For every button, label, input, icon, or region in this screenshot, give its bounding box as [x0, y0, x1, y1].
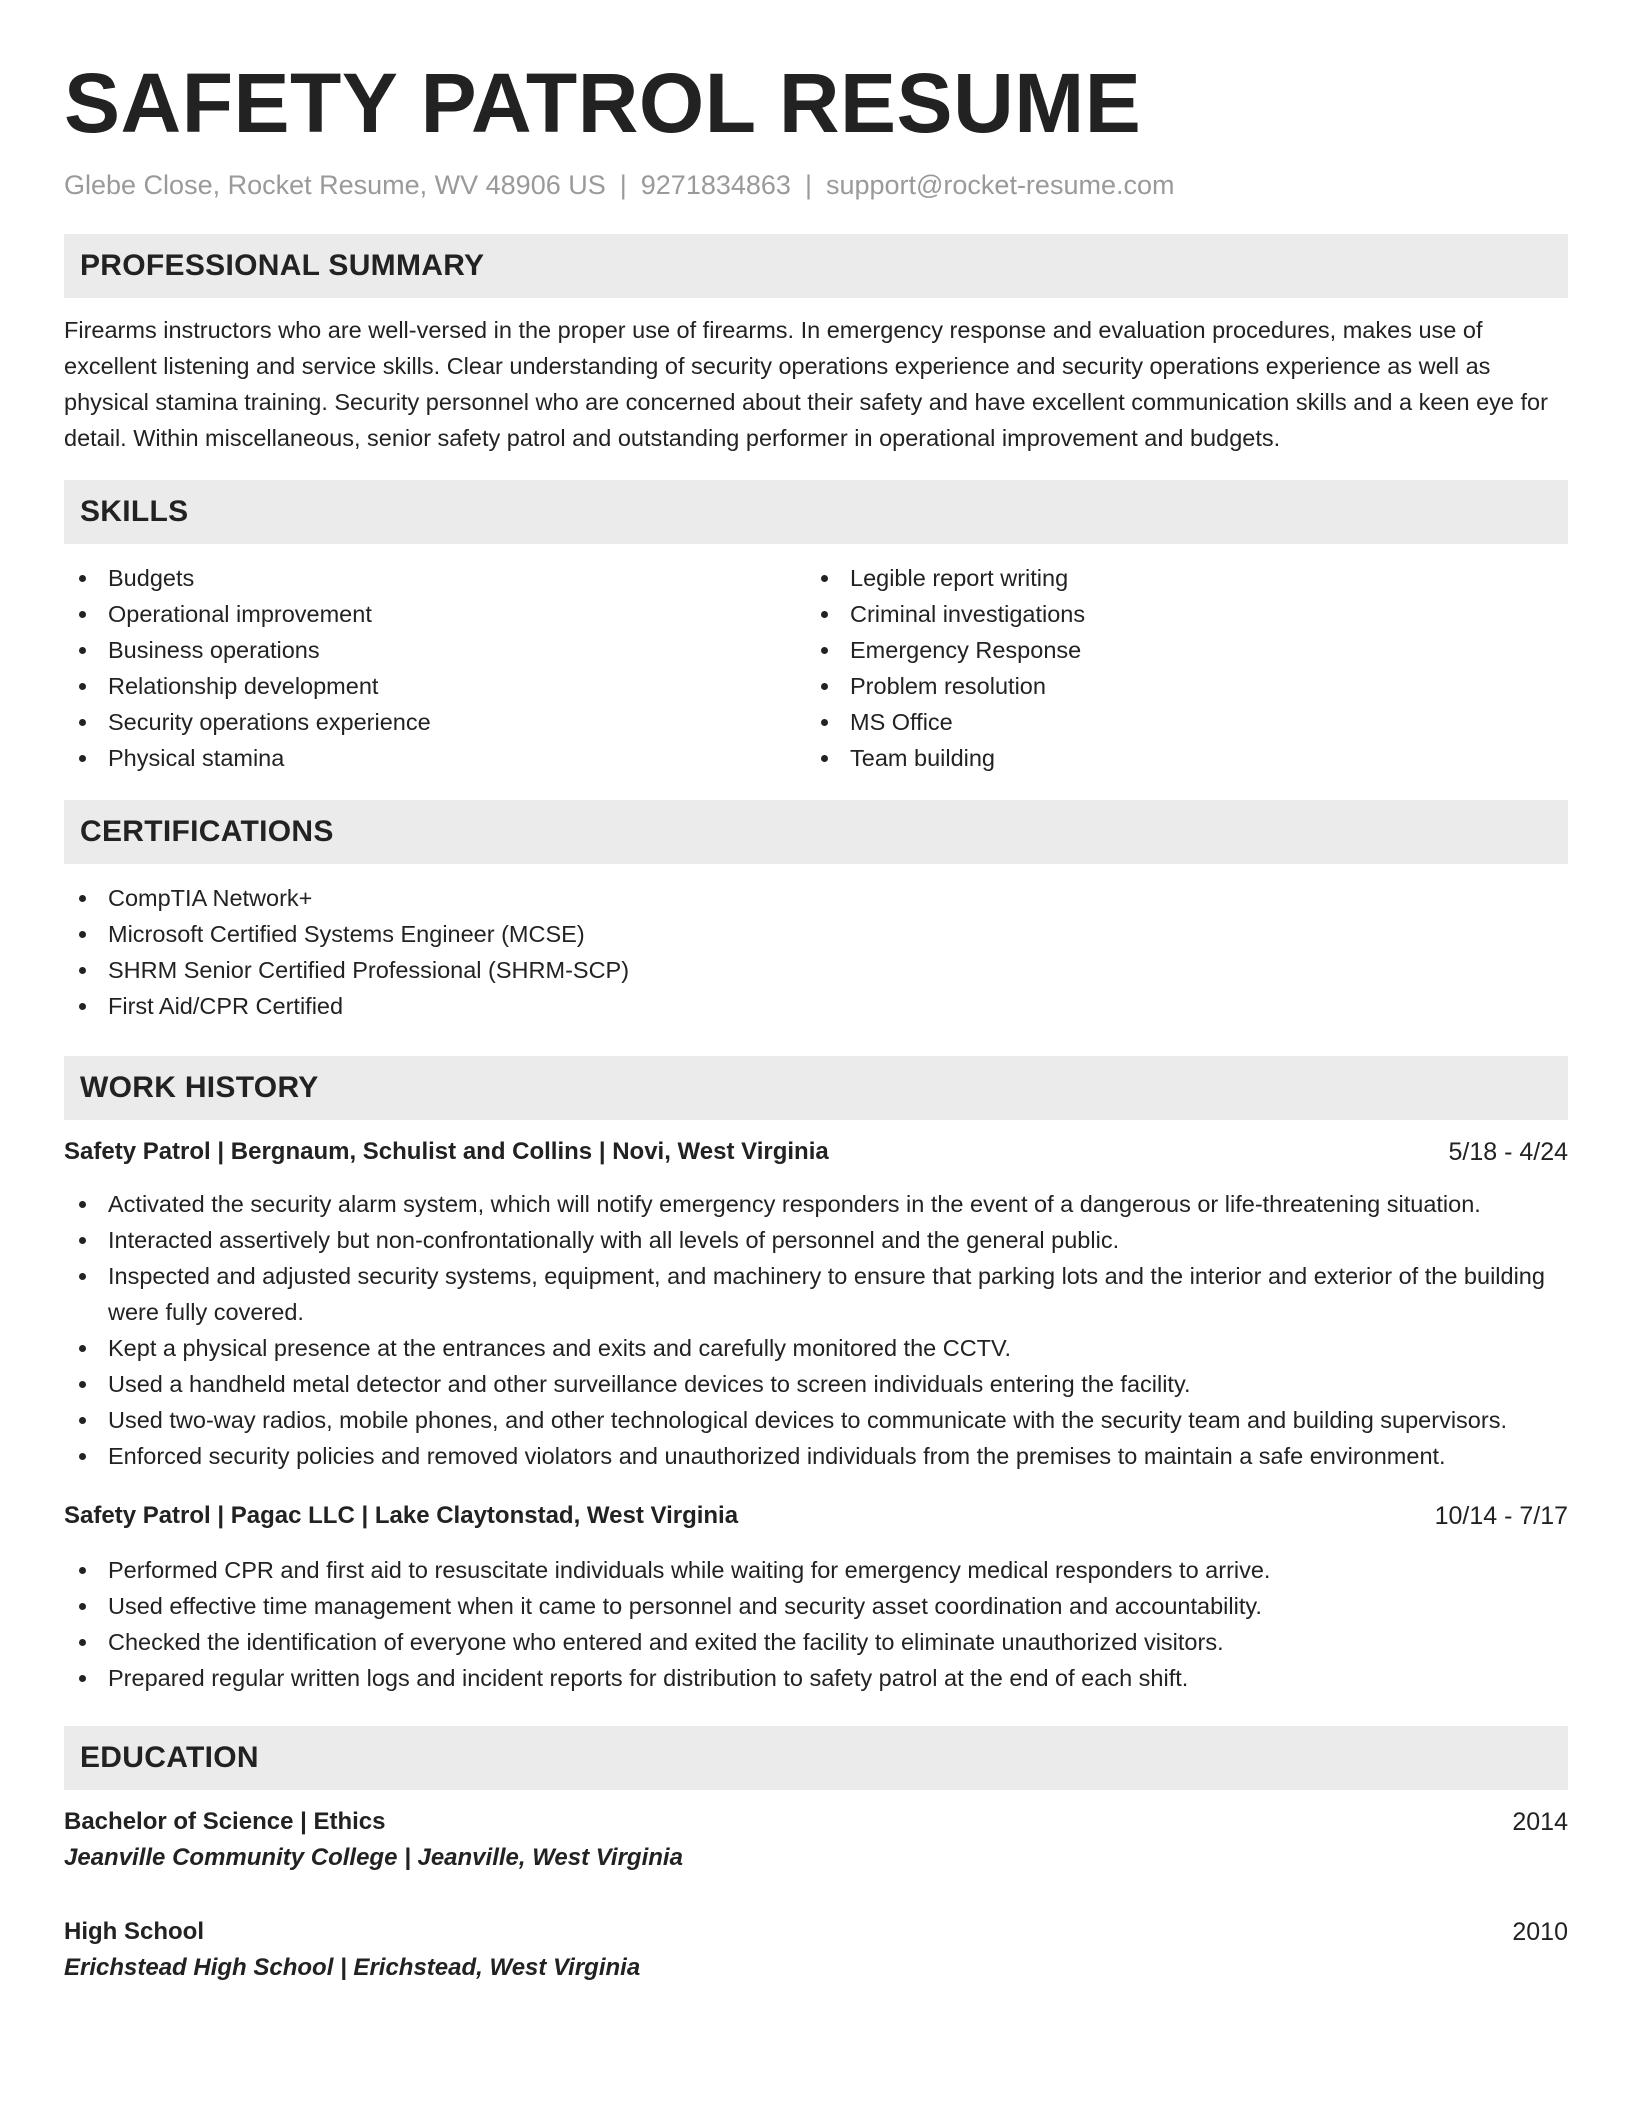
- skills-column-left: [64, 560, 806, 776]
- contact-separator: |: [619, 170, 627, 200]
- job-bullets: [64, 1186, 1568, 1474]
- certification-item: SHRM Senior Certified Professional (SHRM-SCP): [64, 952, 1568, 988]
- certification-item: Microsoft Certified Systems Engineer (MCSE): [64, 916, 1568, 952]
- contact-phone: 9271834863: [640, 170, 791, 200]
- skill-item: Security operations experience: [64, 704, 806, 740]
- skill-item: Criminal investigations: [806, 596, 1548, 632]
- certification-item: CompTIA Network+: [64, 880, 1568, 916]
- job-bullet: Activated the security alarm system, which will notify emergency responders in the event of a dangerous or life-threatening situation.: [64, 1186, 1568, 1222]
- education-header: [64, 1914, 1568, 1950]
- skill-item: Emergency Response: [806, 632, 1548, 668]
- education-school: Erichstead High School | Erichstead, West Virginia: [64, 1954, 641, 1981]
- job-bullet: Enforced security policies and removed violators and unauthorized individuals from the premises to maintain a safe environment.: [64, 1438, 1568, 1474]
- education-year: 2010: [1512, 1918, 1568, 1946]
- job-header: [64, 1134, 1568, 1170]
- skill-item: Relationship development: [64, 668, 806, 704]
- education-degree: Bachelor of Science | Ethics: [64, 1808, 386, 1835]
- job-bullet: Performed CPR and first aid to resuscitate individuals while waiting for emergency medical responders to arrive.: [64, 1552, 1568, 1588]
- section-heading-education: EDUCATION: [64, 1726, 1568, 1790]
- job-bullet: Interacted assertively but non-confrontationally with all levels of personnel and the general public.: [64, 1222, 1568, 1258]
- skill-item: Legible report writing: [806, 560, 1548, 596]
- job-bullet: Used effective time management when it came to personnel and security asset coordination and accountability.: [64, 1588, 1568, 1624]
- section-heading-work-history: WORK HISTORY: [64, 1056, 1568, 1120]
- skills-list: [64, 560, 1568, 776]
- job-entry: [64, 1498, 1568, 1696]
- job-bullets: [64, 1552, 1568, 1696]
- contact-separator: |: [804, 170, 812, 200]
- education-school: Jeanville Community College | Jeanville, West Virginia: [64, 1844, 683, 1871]
- skill-item: Physical stamina: [64, 740, 806, 776]
- certifications-list: [64, 880, 1568, 1024]
- education-degree: High School: [64, 1918, 204, 1945]
- section-heading-certifications: CERTIFICATIONS: [64, 800, 1568, 864]
- contact-email: support@rocket-resume.com: [825, 170, 1175, 200]
- certification-item: First Aid/CPR Certified: [64, 988, 1568, 1024]
- job-bullet: Used a handheld metal detector and other surveillance devices to screen individuals entering the facility.: [64, 1366, 1568, 1402]
- job-header: [64, 1498, 1568, 1534]
- job-bullet: Inspected and adjusted security systems, equipment, and machinery to ensure that parking lots and the interior and exterior of the building were fully covered.: [64, 1258, 1568, 1330]
- education-header: [64, 1804, 1568, 1840]
- job-dates: 5/18 - 4/24: [1448, 1138, 1568, 1166]
- section-heading-summary: PROFESSIONAL SUMMARY: [64, 234, 1568, 298]
- education-year: 2014: [1512, 1808, 1568, 1836]
- job-title: Safety Patrol | Bergnaum, Schulist and Collins | Novi, West Virginia: [64, 1138, 829, 1165]
- skill-item: Operational improvement: [64, 596, 806, 632]
- skill-item: Budgets: [64, 560, 806, 596]
- job-bullet: Checked the identification of everyone who entered and exited the facility to eliminate unauthorized visitors.: [64, 1624, 1568, 1660]
- education-entry: [64, 1804, 1568, 1876]
- resume-title: SAFETY PATROL RESUME: [64, 56, 1142, 150]
- skill-item: Business operations: [64, 632, 806, 668]
- job-bullet: Kept a physical presence at the entrances and exits and carefully monitored the CCTV.: [64, 1330, 1568, 1366]
- skills-column-right: [806, 560, 1548, 776]
- skill-item: MS Office: [806, 704, 1548, 740]
- job-title: Safety Patrol | Pagac LLC | Lake Claytonstad, West Virginia: [64, 1502, 739, 1529]
- section-heading-skills: SKILLS: [64, 480, 1568, 544]
- job-bullet: Used two-way radios, mobile phones, and other technological devices to communicate with the security team and building supervisors.: [64, 1402, 1568, 1438]
- job-bullet: Prepared regular written logs and incident reports for distribution to safety patrol at the end of each shift.: [64, 1660, 1568, 1696]
- education-entry: [64, 1914, 1568, 1986]
- job-entry: [64, 1134, 1568, 1474]
- skill-item: Team building: [806, 740, 1548, 776]
- skill-item: Problem resolution: [806, 668, 1548, 704]
- contact-line: [64, 168, 1568, 202]
- job-dates: 10/14 - 7/17: [1434, 1502, 1568, 1530]
- contact-address: Glebe Close, Rocket Resume, WV 48906 US: [64, 170, 606, 200]
- summary-text: Firearms instructors who are well-versed in the proper use of firearms. In emergency response and evaluation procedures, makes use of excellent listening and service skills. Clear understanding of security operations experience and security operations experience as well as physical stamina training. Security personnel who are concerned about their safety and have excellent communication skills and a keen eye for detail. Within miscellaneous, senior safety patrol and outstanding performer in operational improvement and budgets.: [64, 317, 1548, 451]
- resume-page: [64, 58, 1568, 1986]
